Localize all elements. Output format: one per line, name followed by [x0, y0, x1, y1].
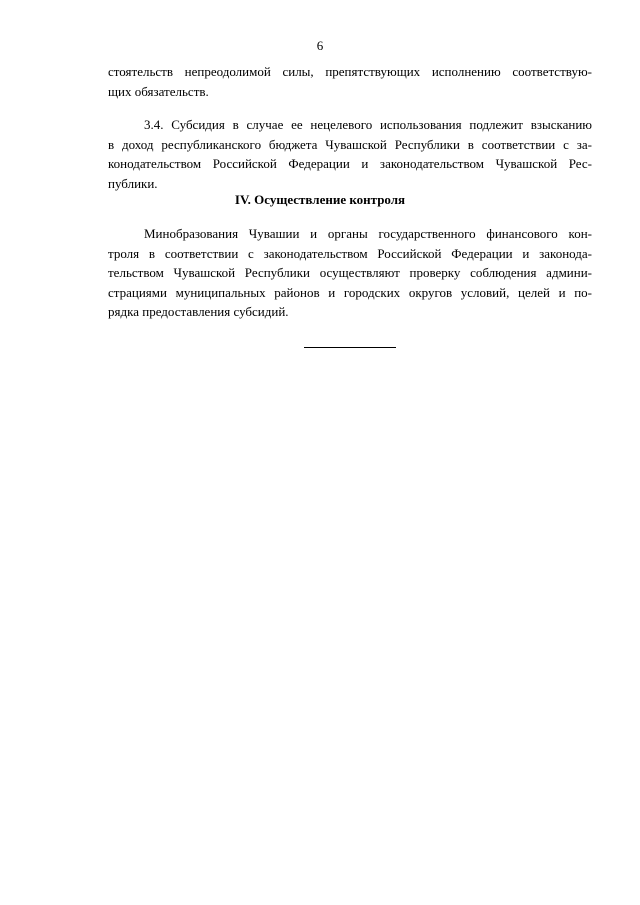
paragraph-line: стоятельств непреодолимой силы, препятствующих исполнению соответствую- — [108, 64, 592, 79]
paragraph-line: щих обязательств. — [108, 83, 209, 99]
paragraph-subsidy-recovery — [108, 115, 592, 193]
page-number: 6 — [316, 38, 324, 53]
paragraph-line: в доход республиканского бюджета Чувашской Республики в соответствии с за- — [108, 136, 592, 152]
paragraph-force-majeure — [108, 62, 592, 101]
paragraph-control — [108, 224, 592, 322]
end-of-document-rule — [304, 347, 396, 348]
paragraph-line: рядка предоставления субсидий. — [108, 304, 289, 319]
paragraph-line: троля в соответствии с законодательством Российской Федерации и законода- — [108, 245, 592, 261]
paragraph-line: страциями муниципальных районов и городских округов условий, целей и по- — [108, 284, 592, 300]
paragraph-line: конодательством Российской Федерации и законодательством Чувашской Рес- — [108, 156, 592, 171]
section-heading: IV. Осуществление контроля — [234, 192, 406, 207]
paragraph-line: Минобразования Чувашии и органы государственного финансового кон- — [144, 226, 592, 241]
paragraph-line: тельством Чувашской Республики осуществляют проверку соблюдения админи- — [108, 265, 592, 280]
paragraph-line: 3.4. Субсидия в случае ее нецелевого использования подлежит взысканию — [144, 117, 592, 132]
paragraph-line: публики. — [108, 175, 158, 191]
